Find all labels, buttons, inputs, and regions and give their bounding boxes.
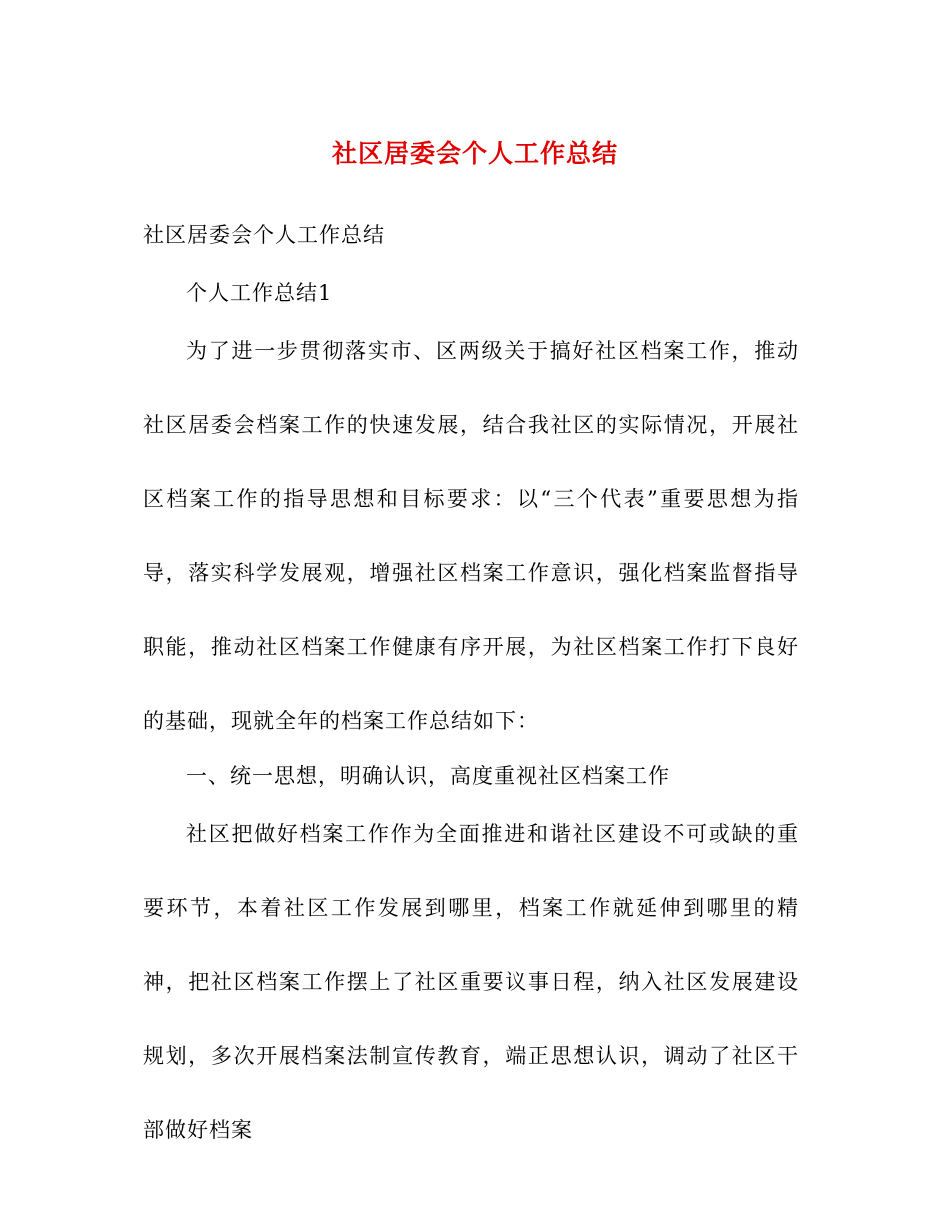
section-heading: 个人工作总结1 [186,281,333,305]
paragraph-1: 为了进一步贯彻落实市、区两级关于搞好社区档案工作，推动社区居委会档案工作的快速发展，结合我社区的实际情况，开展社区档案工作的指导思想和目标要求：以“三个代表”重要思想为指导，落实科学发展观，增强社区档案工作意识，强化档案监督指导职能，推动社区档案工作健康有序开展，为社区档案工作打下良好的基础，现就全年的档案工作总结如下： [143,339,799,733]
document-title: 社区居委会个人工作总结 [331,139,618,168]
heading-1: 一、统一思想，明确认识，高度重视社区档案工作 [186,764,670,788]
document-subtitle: 社区居委会个人工作总结 [143,223,385,247]
document-body [143,215,799,1165]
paragraph-2: 社区把做好档案工作作为全面推进和谐社区建设不可或缺的重要环节，本着社区工作发展到哪里，档案工作就延伸到哪里的精神，把社区档案工作摆上了社区重要议事日程，纳入社区发展建设规划，多次开展档案法制宣传教育，端正思想认识，调动了社区干部做好档案 [143,822,799,1142]
